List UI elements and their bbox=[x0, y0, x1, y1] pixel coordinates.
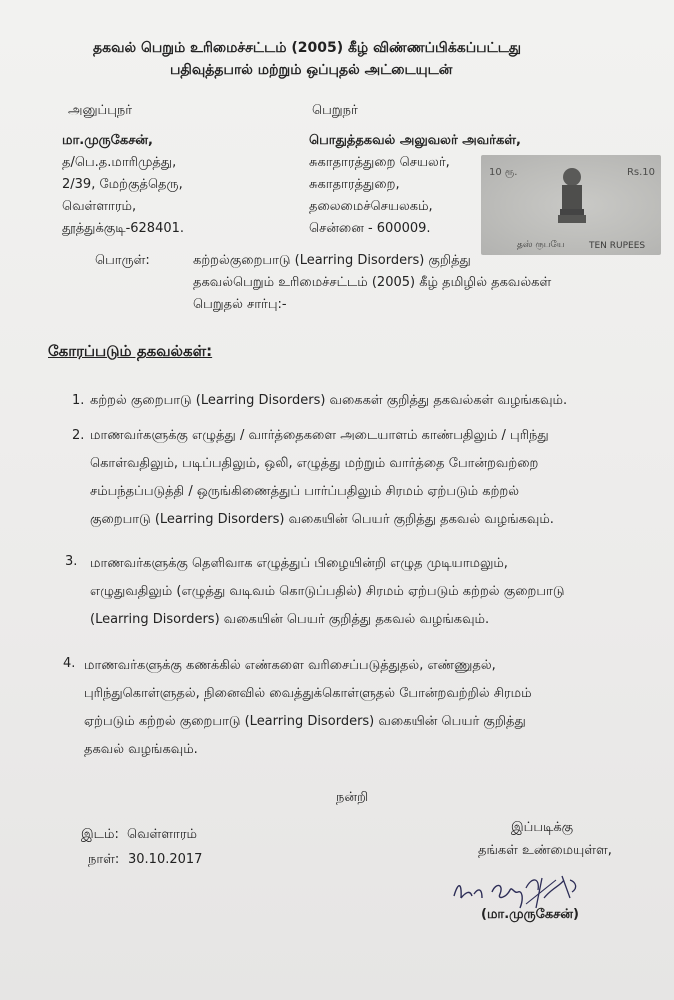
sender-address-line: த/பெ.த.மாரிமுத்து, bbox=[62, 155, 177, 170]
request-text-line: கற்றல் குறைபாடு (Learring Disorders) வகைகள் குறித்து தகவல்கள் வழங்கவும். bbox=[90, 393, 568, 408]
sender-name: மா.முருகேசன், bbox=[62, 133, 153, 148]
request-number: 2. bbox=[72, 428, 85, 443]
recipient-address-line: சுகாதாரத்துறை செயலர், bbox=[309, 155, 450, 170]
sender-address-line: வெள்ளாரம், bbox=[62, 199, 137, 214]
request-text-line: குறைபாடு (Learring Disorders) வகையின் பெயர் குறித்து தகவல் வழங்கவும். bbox=[90, 512, 554, 527]
request-number: 4. bbox=[63, 656, 76, 671]
subject-line: கற்றல்குறைபாடு (Learring Disorders) குறித்து bbox=[193, 253, 471, 268]
sender-address-line: தூத்துக்குடி-628401. bbox=[62, 221, 185, 236]
signatory-name: (மா.முருகேசன்) bbox=[481, 907, 579, 922]
request-text-line: கொள்வதிலும், படிப்பதிலும், ஒலி, எழுத்து மற்றும் வார்த்தை போன்றவற்றை bbox=[90, 456, 539, 471]
stamp-rupees-tamil: தஸ் ருபயே bbox=[517, 240, 565, 250]
place-value: வெள்ளாரம் bbox=[127, 827, 197, 842]
request-text-line: சம்பந்தப்படுத்தி / ஒருங்கிணைத்துப் பார்ப்பதிலும் சிரமம் ஏற்படும் கற்றல் bbox=[90, 484, 520, 499]
subject-line: தகவல்பெறும் உரிமைச்சட்டம் (2005) கீழ் தமிழில் தகவல்கள் bbox=[193, 275, 552, 290]
recipient-title: பொதுத்தகவல் அலுவலர் அவர்கள், bbox=[309, 133, 521, 148]
request-text-line: மாணவர்களுக்கு தெளிவாக எழுத்துப் பிழையின்றி எழுத முடியாமலும், bbox=[90, 556, 508, 571]
stamp-rupees-english: TEN RUPEES bbox=[589, 241, 646, 251]
national-emblem-icon bbox=[556, 165, 588, 229]
thanks-text: நன்றி bbox=[336, 790, 369, 805]
recipient-address-line: தலைமைச்செயலகம், bbox=[309, 199, 433, 214]
request-text-line: மாணவர்களுக்கு கணக்கில் எண்களை வரிசைப்படுத்துதல், எண்ணுதல், bbox=[84, 658, 496, 673]
section-heading: கோரப்படும் தகவல்கள்: bbox=[48, 342, 213, 360]
subject-label: பொருள்: bbox=[95, 253, 150, 268]
request-number: 1. bbox=[72, 393, 85, 408]
request-text-line: எழுதுவதிலும் (எழுத்து வடிவம் கொடுப்பதில்) சிரமம் ஏற்படும் கற்றல் குறைபாடு bbox=[90, 584, 565, 599]
request-text-line: புரிந்துகொள்ளுதல், நினைவில் வைத்துக்கொள்ளுதல் போன்றவற்றில் சிரமம் bbox=[84, 686, 532, 701]
subject-line: பெறுதல் சார்பு:- bbox=[193, 297, 287, 312]
request-text-line: தகவல் வழங்கவும். bbox=[84, 742, 198, 757]
stamp-value-tamil: 10 ரூ. bbox=[489, 167, 518, 178]
request-text-line: (Learring Disorders) வகையின் பெயர் குறித்து தகவல் வழங்கவும். bbox=[90, 612, 490, 627]
recipient-label: பெறுநர் bbox=[312, 103, 358, 118]
sender-label: அனுப்புநர் bbox=[68, 103, 133, 118]
recipient-address-line: சென்னை - 600009. bbox=[309, 221, 431, 236]
request-number: 3. bbox=[65, 554, 78, 569]
letter-title-line-1: தகவல் பெறும் உரிமைச்சட்டம் (2005) கீழ் விண்ணப்பிக்கப்பட்டது bbox=[93, 40, 521, 56]
date-value: 30.10.2017 bbox=[128, 852, 203, 867]
stamp-value-english: Rs.10 bbox=[626, 167, 655, 178]
request-text-line: ஏற்படும் கற்றல் குறைபாடு (Learring Disorders) வகையின் பெயர் குறித்து bbox=[84, 714, 526, 729]
court-fee-stamp bbox=[481, 155, 661, 255]
recipient-address-line: சுகாதாரத்துறை, bbox=[309, 177, 400, 192]
sender-address-line: 2/39, மேற்குத்தெரு, bbox=[62, 177, 183, 192]
letter-title-line-2: பதிவுத்தபால் மற்றும் ஒப்புதல் அட்டையுடன் bbox=[170, 62, 453, 78]
place-label: இடம்: bbox=[81, 827, 119, 842]
closing-line-1: இப்படிக்கு bbox=[511, 820, 574, 835]
closing-line-2: தங்கள் உண்மையுள்ள, bbox=[478, 843, 612, 858]
date-label: நாள்: bbox=[88, 852, 120, 867]
request-text-line: மாணவர்களுக்கு எழுத்து / வார்த்தைகளை அடையாளம் காண்பதிலும் / புரிந்து bbox=[90, 428, 549, 443]
